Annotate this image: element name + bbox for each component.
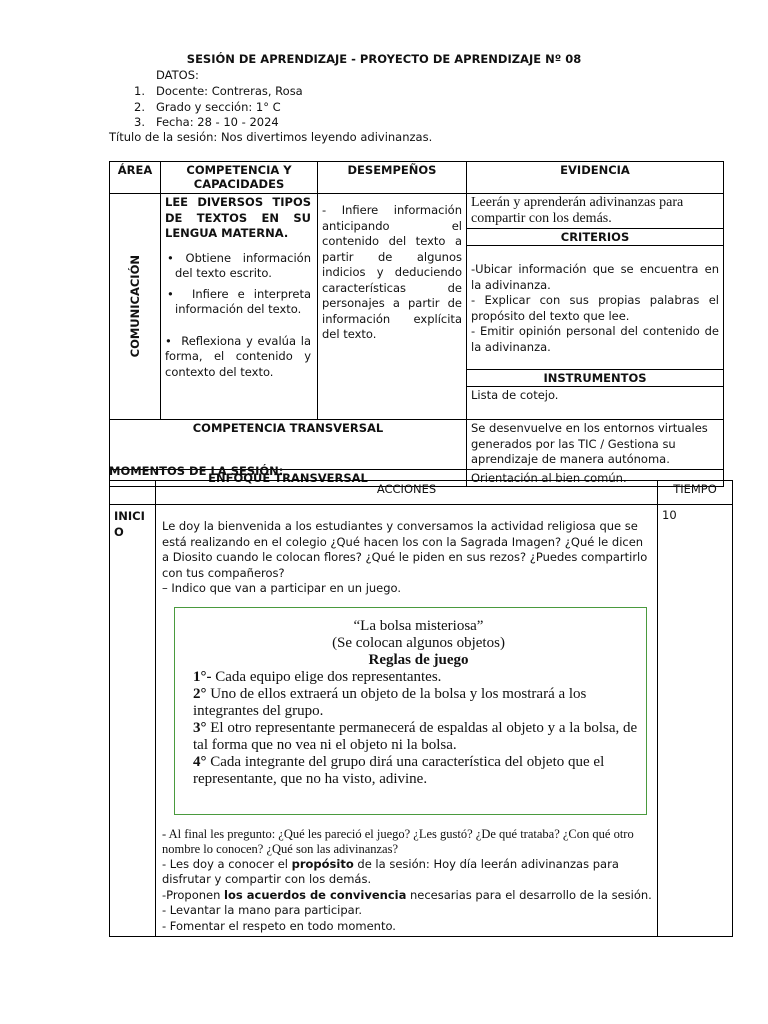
area-label: COMUNICACIÓN <box>128 255 142 358</box>
criterio-item: - Explicar con sus propias palabras el propósito del texto que lee. <box>471 293 719 323</box>
evidencia-cell: Leerán y aprenderán adivinanzas para compartir con los demás. <box>467 194 724 229</box>
desempeno-text: - Infiere información anticipando el contenido del texto a partir de algunos indicios y deduciendo características de personajes a partir de información explícita del texto. <box>322 203 462 341</box>
grado-text: Grado y sección: 1° C <box>156 99 281 114</box>
enfoque-label: ENFOQUE TRANSVERSAL <box>110 469 467 486</box>
inicio-label: INICIO <box>110 505 156 937</box>
game-subtitle: (Se colocan algunos objetos) <box>332 634 505 651</box>
acuerdos-line <box>162 888 653 904</box>
acuerdos-pre: -Proponen <box>162 887 225 902</box>
rule-text: Cada integrante del grupo dirá una característica del objeto que el representante, que no ha visto, adivine. <box>193 753 605 787</box>
header-competencia: COMPETENCIA Y CAPACIDADES <box>161 162 318 194</box>
proposito-pre: - Les doy a conocer el <box>162 856 292 871</box>
tiempo-cell: 10 <box>658 505 733 937</box>
enfoque-text: Orientación al bien común. <box>467 469 724 486</box>
levantar-text: - Levantar la mano para participar. <box>162 903 363 917</box>
capacidad-text: Obtiene información del texto escrito. <box>175 250 311 280</box>
rule-num: 2° <box>193 685 207 702</box>
acuerdos-bold: los acuerdos de convivencia <box>224 887 407 902</box>
rule-text: El otro representante permanecerá de espaldas al objeto y a la bolsa, de tal forma que no vea ni el objeto ni la bolsa. <box>193 719 638 753</box>
datos-list <box>134 84 303 131</box>
datos-num: 2. <box>134 99 145 114</box>
capacidad-item: • Reflexiona y evalúa la forma, el contenido y contexto del texto. <box>165 333 311 379</box>
empty-header-cell <box>110 481 156 505</box>
datos-num: 3. <box>134 115 145 129</box>
competencia-cell <box>161 194 318 420</box>
rule-item <box>193 686 644 720</box>
rule-text: Cada equipo elige dos representantes. <box>211 668 442 685</box>
planning-table <box>109 161 724 487</box>
criterio-item: -Ubicar información que se encuentra en la adivinanza. <box>471 262 719 292</box>
momentos-table <box>109 480 733 937</box>
instrumentos-header: INSTRUMENTOS <box>467 370 724 387</box>
rule-text: Uno de ellos extraerá un objeto de la bolsa y los mostrará a los integrantes del grupo. <box>193 685 587 719</box>
desempeno-cell <box>318 194 467 420</box>
capacidad-item: • Obtiene información del texto escrito. <box>167 250 311 280</box>
instrumento-cell: Lista de cotejo. <box>467 387 724 420</box>
game-title: “La bolsa misteriosa” <box>353 617 484 634</box>
area-cell <box>110 194 161 420</box>
capacidad-text: Reflexiona y evalúa la forma, el contenido y contexto del texto. <box>165 333 311 379</box>
session-title: Título de la sesión: Nos divertimos leyendo adivinanzas. <box>109 130 433 144</box>
momentos-label: MOMENTOS DE LA SESIÓN: <box>109 464 284 478</box>
docente-text: Docente: Contreras, Rosa <box>156 84 303 98</box>
comp-transversal-label: COMPETENCIA TRANSVERSAL <box>110 420 467 470</box>
competencia-title: LEE DIVERSOS TIPOS DE TEXTOS EN SU LENGUA MATERNA. <box>165 195 311 240</box>
rule-num: 1°- <box>193 668 212 685</box>
rule-item <box>193 754 644 788</box>
rules-title: Reglas de juego <box>368 651 469 668</box>
datos-label: DATOS: <box>156 68 199 82</box>
fomentar-text: - Fomentar el respeto en todo momento. <box>162 918 396 933</box>
final-question: - Al final les pregunto: ¿Qué les pareció el juego? ¿Les gustó? ¿De qué trataba? ¿Con qué otro nombre lo conocen? ¿Qué son las adivinanzas? <box>162 826 634 856</box>
header-desempenos: DESEMPEÑOS <box>318 162 467 194</box>
rule-num: 4° <box>193 753 207 770</box>
datos-item <box>134 115 303 131</box>
fecha-text: Fecha: 28 - 10 - 2024 <box>156 115 279 129</box>
criterios-header: CRITERIOS <box>467 229 724 246</box>
acciones-cell <box>156 505 658 937</box>
intro-text: Le doy la bienvenida a los estudiantes y conversamos la actividad religiosa que se está realizando en el colegio ¿Qué hacen los con la Sagrada Imagen? ¿Qué le dicen a Diosito cuando le colocan flores? ¿Qué le piden en sus rezos? ¿Puedes compartirlo con tus compañeros? <box>162 519 648 580</box>
criterio-item: - Emitir opinión personal del contenido de la adivinanza. <box>471 324 719 354</box>
criterios-cell <box>467 246 724 370</box>
indico-text: – Indico que van a participar en un juego. <box>162 581 402 595</box>
comp-transversal-text: Se desenvuelve en los entornos virtuales generados por las TIC / Gestiona su aprendizaje de manera autónoma. <box>467 420 724 470</box>
game-box <box>174 607 647 815</box>
proposito-post: de la sesión: Hoy día leerán adivinanzas para disfrutar y compartir con los demás. <box>162 856 619 886</box>
datos-num: 1. <box>134 84 145 98</box>
capacidad-item: • Infiere e interpreta información del texto. <box>167 286 311 316</box>
rule-item <box>193 669 644 686</box>
rule-item <box>193 720 644 754</box>
datos-item <box>134 100 303 116</box>
datos-item <box>134 84 303 100</box>
header-evidencia: EVIDENCIA <box>467 162 724 194</box>
header-tiempo: TIEMPO <box>658 481 733 505</box>
header-area: ÁREA <box>110 162 161 194</box>
proposito-line <box>162 857 653 888</box>
acuerdos-post: necesarias para el desarrollo de la sesión. <box>406 887 652 902</box>
proposito-bold: propósito <box>291 856 354 871</box>
capacidad-text: Infiere e interpreta información del texto. <box>175 286 311 316</box>
header-acciones: ACCIONES <box>156 481 658 505</box>
document-title: SESIÓN DE APRENDIZAJE - PROYECTO DE APRENDIZAJE Nº 08 <box>186 52 582 66</box>
rule-num: 3° <box>193 719 207 736</box>
